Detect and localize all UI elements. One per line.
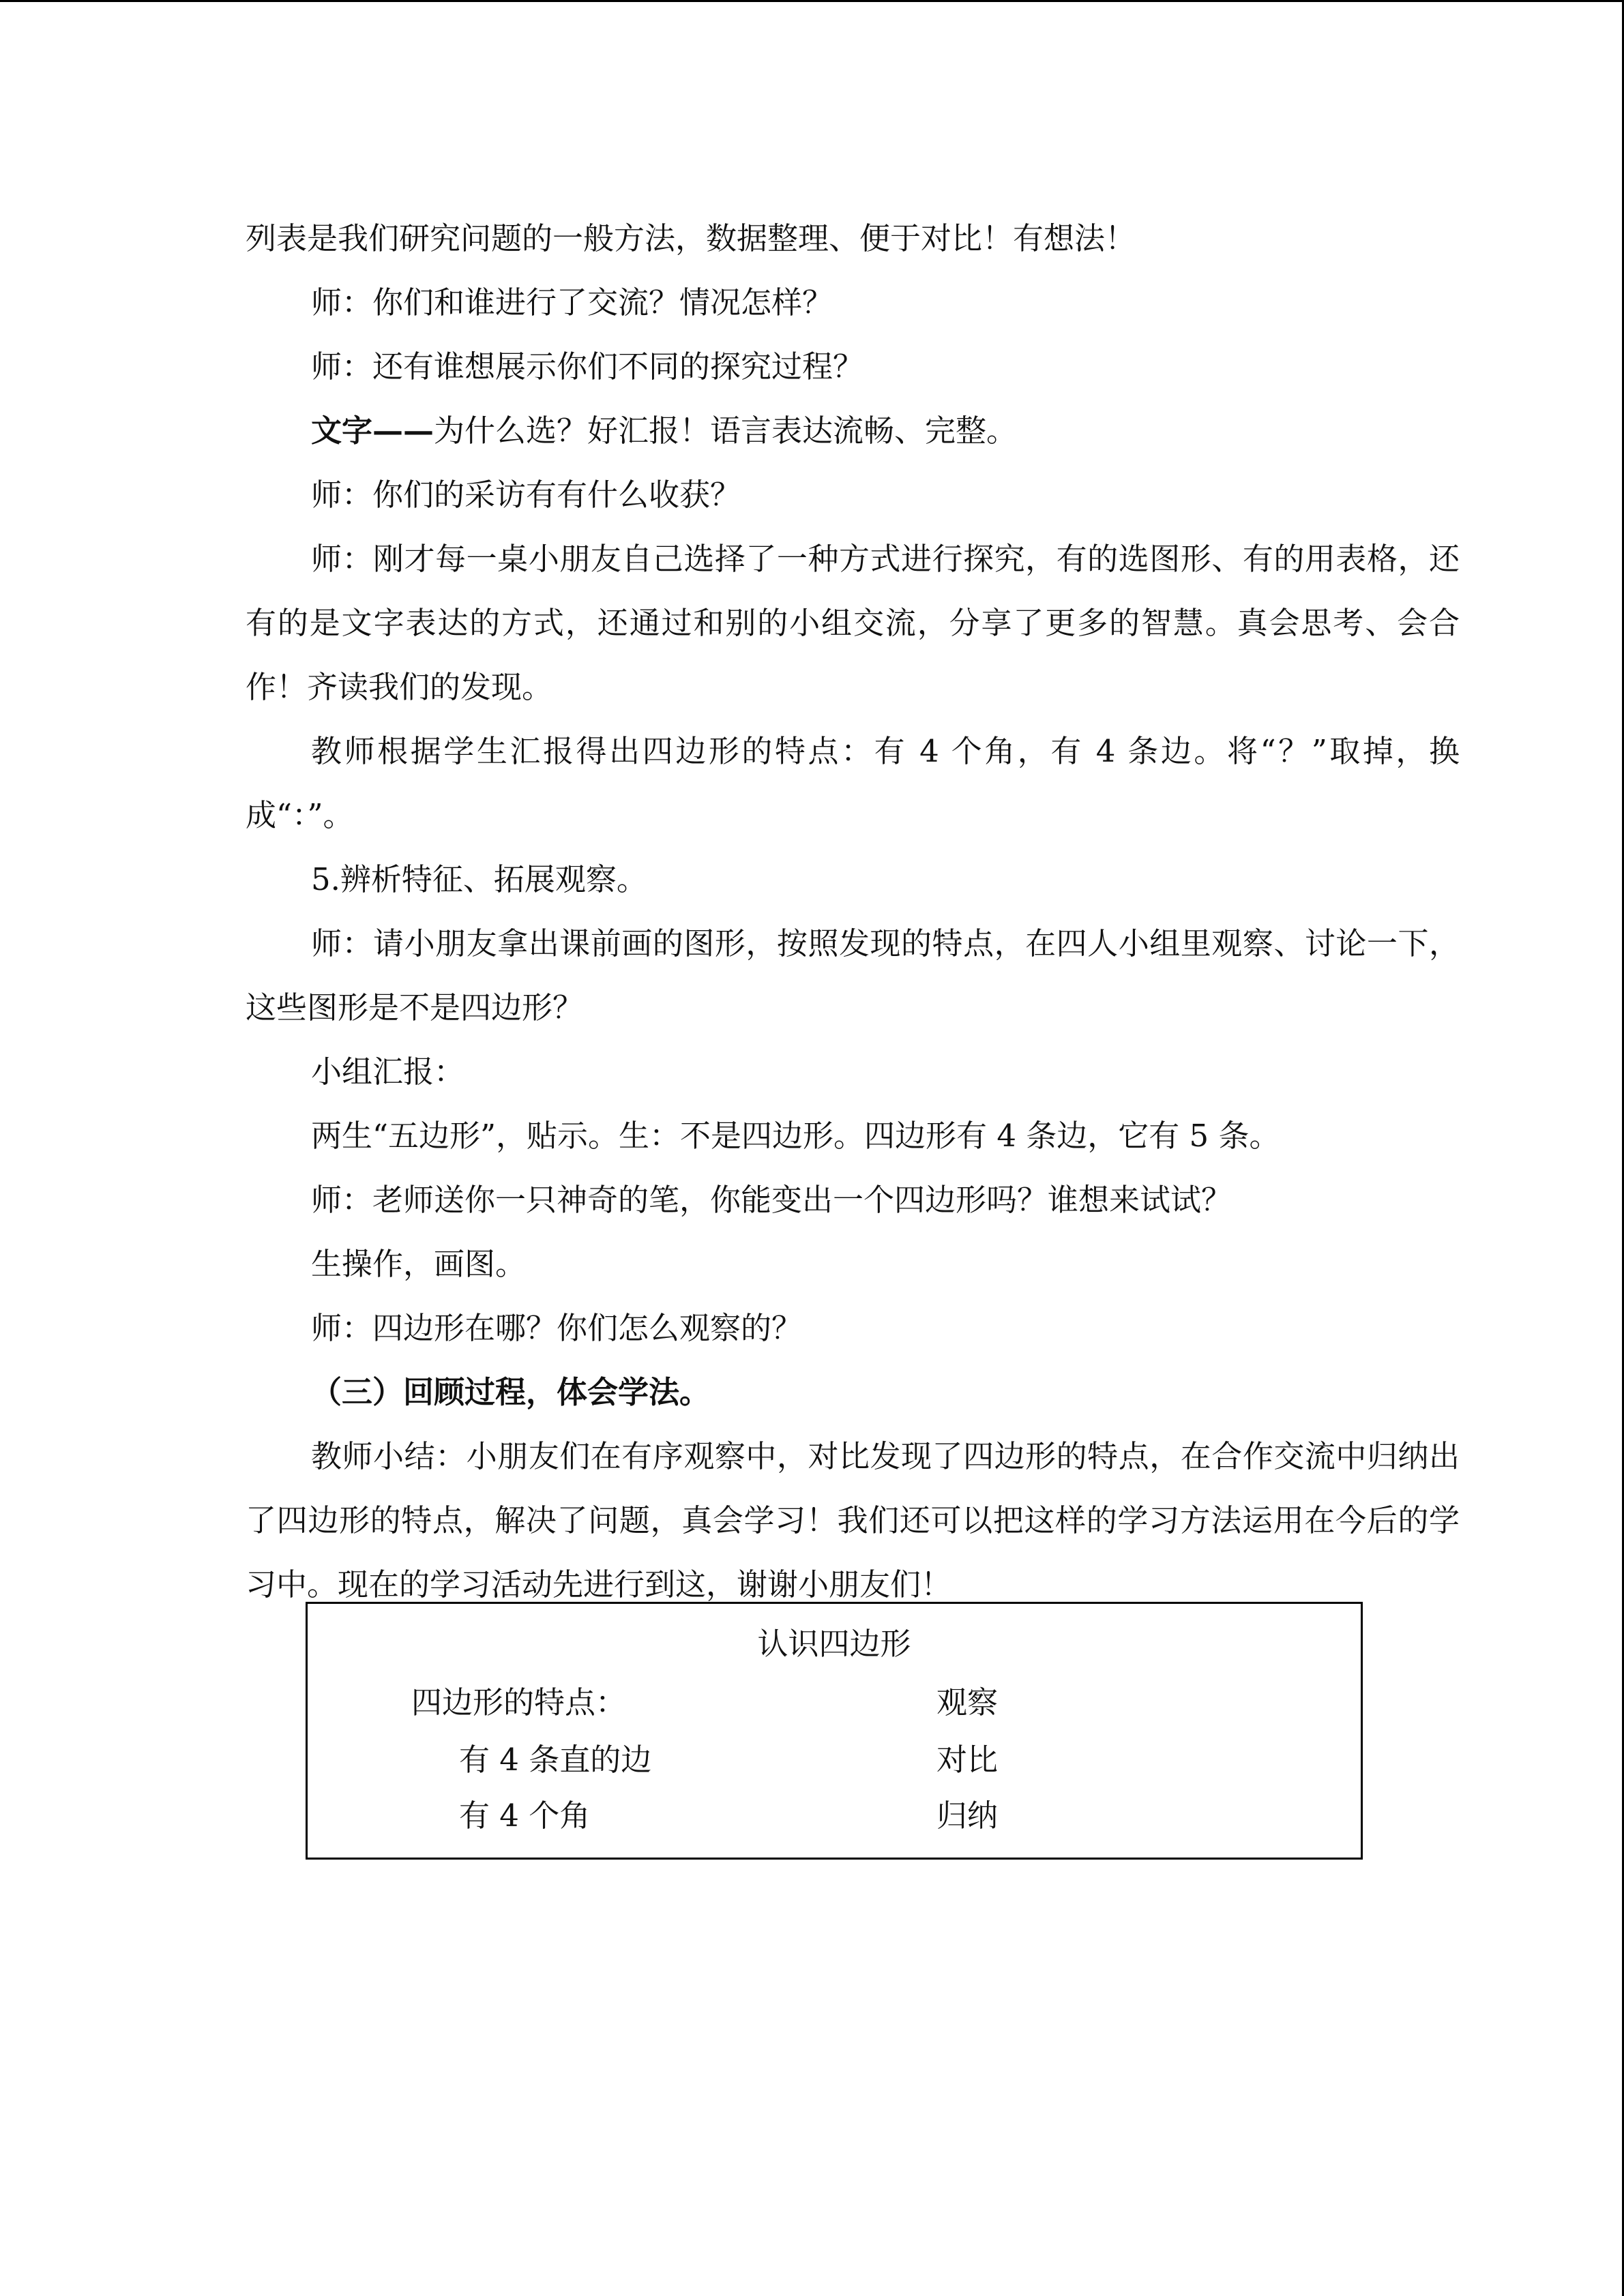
paragraph: 教师根据学生汇报得出四边形的特点：有 4 个角，有 4 条边。将“？”取掉，换成“：”。 — [246, 733, 1460, 833]
paragraph: 师：你们的采访有有什么收获？ — [311, 477, 741, 513]
paragraph: 师：四边形在哪？你们怎么观察的？ — [311, 1310, 803, 1346]
board-left-heading: 四边形的特点： — [411, 1684, 627, 1720]
board-title: 认识四边形 — [757, 1626, 911, 1662]
board-right-item: 归纳 — [936, 1798, 999, 1834]
paragraph: 5.辨析特征、拓展观察。 — [311, 861, 647, 897]
paragraph: 师：刚才每一桌小朋友自己选择了一种方式进行探究，有的选图形、有的用表格，还有的是文字表达的方式，还通过和别的小组交流，分享了更多的智慧。真会思考、会合作！齐读我们的发现。 — [246, 541, 1460, 705]
paragraph — [246, 399, 1460, 463]
paragraph: 小组汇报： — [311, 1054, 465, 1090]
paragraph: 师：请小朋友拿出课前画的图形，按照发现的特点，在四人小组里观察、讨论一下，这些图形是不是四边形？ — [246, 925, 1460, 1026]
paragraph: 生操作，画图。 — [311, 1246, 527, 1282]
section-heading: （三）回顾过程，体会学法。 — [311, 1374, 711, 1410]
paragraph: 两生“五边形”，贴示。生：不是四边形。四边形有 4 条边，它有 5 条。 — [311, 1118, 1280, 1154]
board-left-item: 有 4 个角 — [459, 1798, 591, 1834]
paragraph: 师：老师送你一只神奇的笔，你能变出一个四边形吗？谁想来试试？ — [311, 1182, 1232, 1218]
paragraph: 列表是我们研究问题的一般方法，数据整理、便于对比！有想法！ — [246, 220, 1136, 256]
paragraph: 教师小结：小朋友们在有序观察中，对比发现了四边形的特点，在合作交流中归纳出了四边形的特点，解决了问题，真会学习！我们还可以把这样的学习方法运用在今后的学习中。现在的学习活动先进行到这，谢谢小朋友们！ — [246, 1438, 1460, 1602]
board-right-item: 对比 — [936, 1742, 999, 1778]
paragraph: 师：还有谁想展示你们不同的探究过程？ — [311, 348, 864, 385]
paragraph-rest: 为什么选？好汇报！语言表达流畅、完整。 — [434, 413, 1018, 449]
board-left-item: 有 4 条直的边 — [459, 1742, 652, 1778]
paragraph: 师：你们和谁进行了交流？情况怎样？ — [311, 284, 833, 320]
lesson-text — [246, 207, 1460, 1617]
board-right-item: 观察 — [936, 1684, 999, 1720]
blackboard-summary-box — [306, 1602, 1363, 1860]
bold-prefix: 文字—— — [311, 413, 434, 449]
